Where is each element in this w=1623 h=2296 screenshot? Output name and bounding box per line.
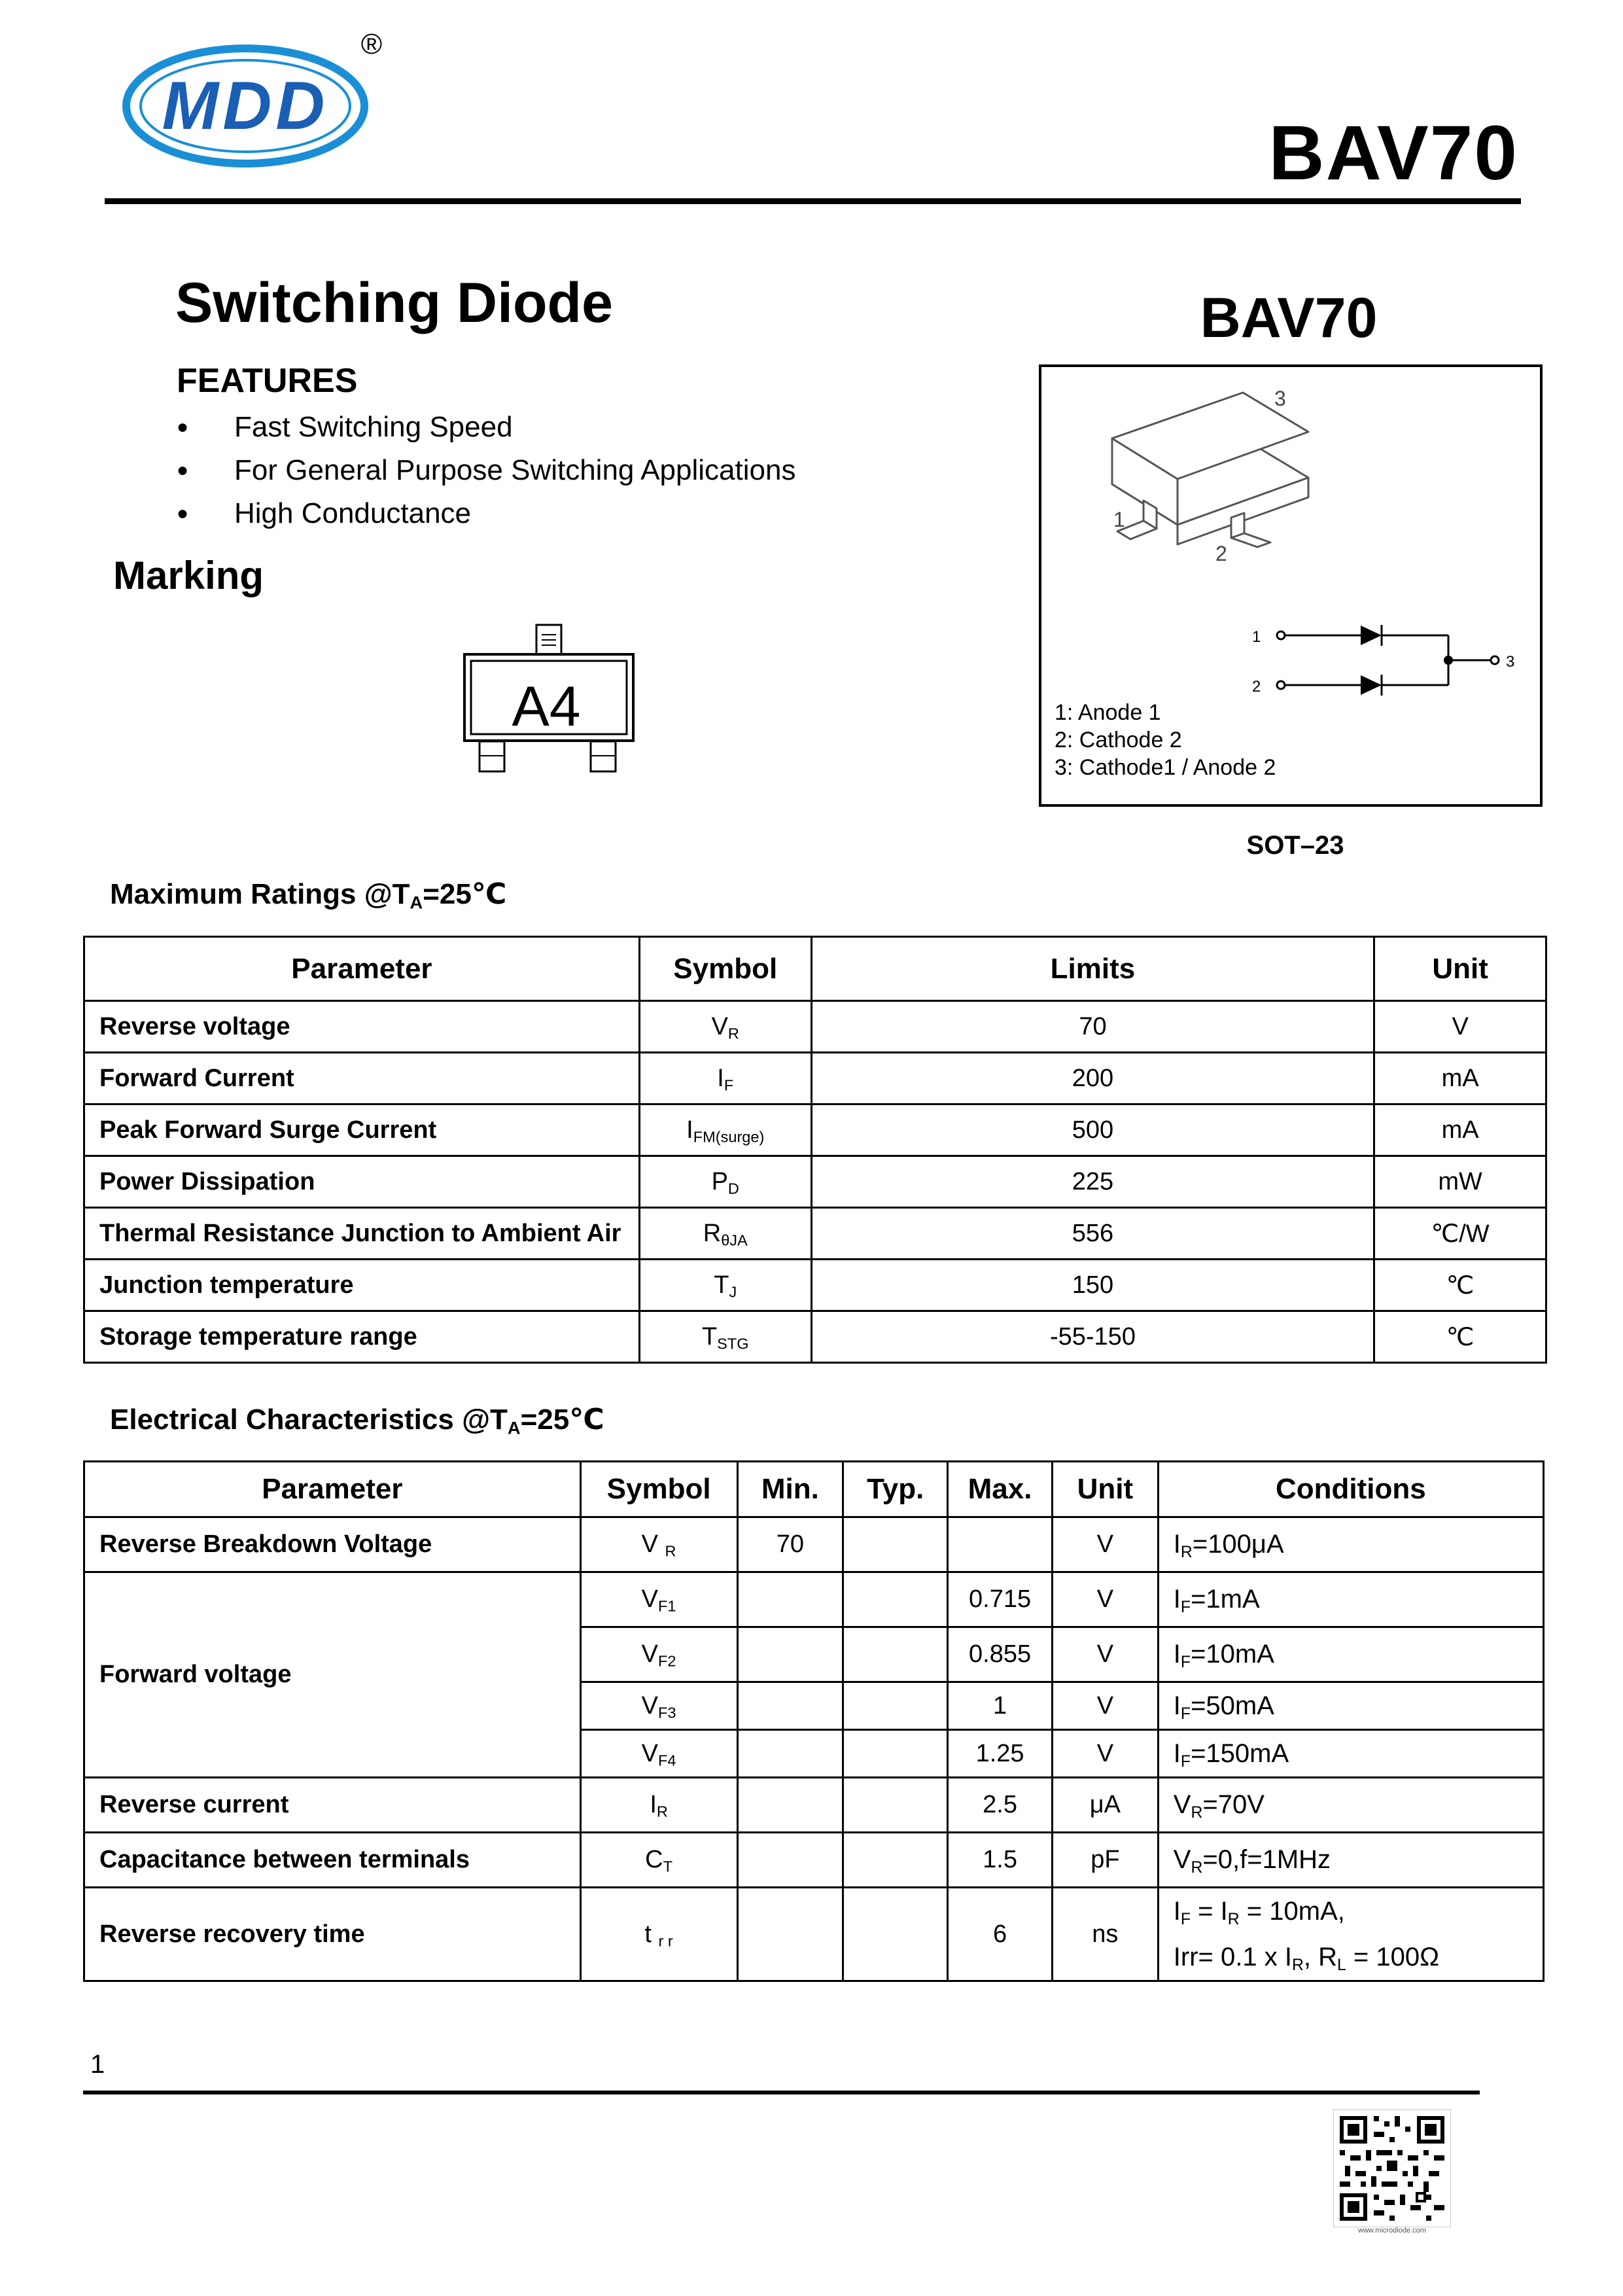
- table-row: [84, 1311, 1546, 1363]
- cell-symbol: $T_{STG}$: [639, 1311, 811, 1363]
- table-row: [84, 1572, 1544, 1627]
- table-row: [84, 1001, 1546, 1053]
- header-limits: Limits: [811, 937, 1374, 1001]
- diode-schematic: [1236, 612, 1518, 703]
- features-list: [177, 406, 795, 535]
- cell-typ: [843, 1627, 948, 1682]
- cell-unit: V: [1052, 1627, 1158, 1682]
- cell-limit: 225: [811, 1156, 1374, 1208]
- cell-symbol: $P_D$: [639, 1156, 811, 1208]
- cell-conditions: $I_F=1mA$: [1158, 1572, 1543, 1627]
- cell-max: [948, 1517, 1053, 1572]
- cell-parameter: Thermal Resistance Junction to Ambient Air: [84, 1208, 640, 1260]
- cell-parameter: Reverse Breakdown Voltage: [84, 1517, 581, 1572]
- cell-unit: ℃/W: [1374, 1208, 1546, 1260]
- cell-parameter: Power Dissipation: [84, 1156, 640, 1208]
- cell-symbol: $I_R$: [580, 1778, 737, 1833]
- table-row: [84, 1778, 1544, 1833]
- cell-conditions: $I_F=10mA$: [1158, 1627, 1543, 1682]
- cell-limit: 70: [811, 1001, 1374, 1053]
- cell-unit: ℃: [1374, 1260, 1546, 1311]
- cell-parameter: Forward voltage: [84, 1572, 581, 1778]
- header-min: Min.: [737, 1462, 843, 1517]
- cell-symbol: $T_J$: [639, 1260, 811, 1311]
- cell-min: [737, 1572, 843, 1627]
- cell-min: [737, 1730, 843, 1778]
- table-row: [84, 1156, 1546, 1208]
- cell-symbol: $V_{F2}$: [580, 1627, 737, 1682]
- cell-typ: [843, 1517, 948, 1572]
- header-unit: Unit: [1374, 937, 1546, 1001]
- cell-typ: [843, 1730, 948, 1778]
- cell-symbol: $I_F$: [639, 1053, 811, 1104]
- header-rule: [105, 198, 1521, 204]
- marking-heading: Marking: [113, 554, 264, 597]
- cell-max: 2.5: [948, 1778, 1053, 1833]
- cell-parameter: Storage temperature range: [84, 1311, 640, 1363]
- cell-limit: 500: [811, 1104, 1374, 1156]
- cell-conditions: $V_R=70V$: [1158, 1778, 1543, 1833]
- header-symbol: Symbol: [639, 937, 811, 1001]
- schematic-pin-1: 1: [1252, 628, 1261, 646]
- cell-limit: 150: [811, 1260, 1374, 1311]
- cell-limit: 556: [811, 1208, 1374, 1260]
- cell-typ: [843, 1682, 948, 1730]
- cell-symbol: t $_{r r}$: [580, 1888, 737, 1981]
- cell-unit: V: [1052, 1517, 1158, 1572]
- cell-symbol: $I_{FM(surge)}$: [639, 1104, 811, 1156]
- pin-description: 2: Cathode 2: [1055, 728, 1182, 752]
- cell-conditions: $V_R=0,f=1MHz$: [1158, 1833, 1543, 1888]
- cell-min: [737, 1833, 843, 1888]
- condition-line: $I_F = I_R = 10mA$,: [1173, 1897, 1345, 1928]
- cell-parameter: Reverse voltage: [84, 1001, 640, 1053]
- header-unit: Unit: [1052, 1462, 1158, 1517]
- cell-symbol: $V_{F1}$: [580, 1572, 737, 1627]
- qr-code-image: [1333, 2110, 1451, 2227]
- cell-conditions: $I_R=100\mu A$: [1158, 1517, 1543, 1572]
- pin-description-list: [1055, 699, 1276, 781]
- feature-item: ● High Conductance: [177, 492, 795, 535]
- header-typ: Typ.: [843, 1462, 948, 1517]
- cell-unit: ℃: [1374, 1311, 1546, 1363]
- cell-parameter: Reverse current: [84, 1778, 581, 1833]
- pin-description: 3: Cathode1 / Anode 2: [1055, 755, 1276, 780]
- cell-typ: [843, 1572, 948, 1627]
- product-title: Switching Diode: [175, 272, 613, 334]
- cell-unit: μA: [1052, 1778, 1158, 1833]
- table-row: [84, 1104, 1546, 1156]
- table-row: [84, 1833, 1544, 1888]
- drawing-pin-2: 2: [1215, 542, 1227, 565]
- feature-item: ● Fast Switching Speed: [177, 406, 795, 449]
- cell-parameter: Junction temperature: [84, 1260, 640, 1311]
- cell-typ: [843, 1888, 948, 1981]
- cell-limit: 200: [811, 1053, 1374, 1104]
- footer-rule: [83, 2091, 1480, 2094]
- mdd-logo: [118, 26, 393, 177]
- logo-text: MDD: [162, 68, 329, 144]
- cell-min: [737, 1627, 843, 1682]
- cell-unit: ns: [1052, 1888, 1158, 1981]
- cell-unit: V: [1374, 1001, 1546, 1053]
- cell-max: 0.855: [948, 1627, 1053, 1682]
- header-max: Max.: [948, 1462, 1053, 1517]
- cell-symbol: $V_{F3}$: [580, 1682, 737, 1730]
- table-row: [84, 1260, 1546, 1311]
- cell-typ: [843, 1778, 948, 1833]
- cell-max: 1: [948, 1682, 1053, 1730]
- cell-symbol: $R_{\theta JA}$: [639, 1208, 811, 1260]
- table-row: [84, 1517, 1544, 1572]
- cell-max: 0.715: [948, 1572, 1053, 1627]
- cell-parameter: Forward Current: [84, 1053, 640, 1104]
- cell-max: 6: [948, 1888, 1053, 1981]
- cell-symbol: $V_{F4}$: [580, 1730, 737, 1778]
- registered-mark: ®: [360, 28, 383, 60]
- header-parameter: Parameter: [84, 1462, 581, 1517]
- cell-min: [737, 1888, 843, 1981]
- cell-min: [737, 1682, 843, 1730]
- max-ratings-table: [83, 936, 1547, 1364]
- feature-item: ● For General Purpose Switching Applications: [177, 449, 795, 492]
- cell-symbol: $C_T$: [580, 1833, 737, 1888]
- drawing-pin-3: 3: [1274, 387, 1286, 410]
- cell-parameter: Capacitance between terminals: [84, 1833, 581, 1888]
- cell-unit: V: [1052, 1682, 1158, 1730]
- cell-unit: mW: [1374, 1156, 1546, 1208]
- table-row: [84, 1053, 1546, 1104]
- sot23-package-drawing: [1099, 386, 1341, 576]
- cell-unit: pF: [1052, 1833, 1158, 1888]
- header-conditions: Conditions: [1158, 1462, 1543, 1517]
- cell-conditions: $I_F=150mA$: [1158, 1730, 1543, 1778]
- cell-parameter: Reverse recovery time: [84, 1888, 581, 1981]
- cell-unit: mA: [1374, 1104, 1546, 1156]
- cell-typ: [843, 1833, 948, 1888]
- drawing-pin-1: 1: [1113, 508, 1125, 531]
- qr-url: www.microdiode.com: [1358, 2227, 1426, 2234]
- electrical-table: [83, 1460, 1544, 1982]
- schematic-pin-3: 3: [1506, 653, 1515, 671]
- cell-min: [737, 1778, 843, 1833]
- schematic-pin-2: 2: [1252, 678, 1261, 696]
- cell-max: 1.5: [948, 1833, 1053, 1888]
- cell-unit: mA: [1374, 1053, 1546, 1104]
- cell-limit: -55-150: [811, 1311, 1374, 1363]
- marking-code: A4: [512, 675, 581, 738]
- header-part-number: BAV70: [1268, 110, 1518, 196]
- page-number: 1: [90, 2050, 105, 2079]
- cell-parameter: Peak Forward Surge Current: [84, 1104, 640, 1156]
- table-row: [84, 1208, 1546, 1260]
- cell-symbol: V $_R$: [580, 1517, 737, 1572]
- table-header-row: [84, 1462, 1544, 1517]
- package-name: SOT–23: [1246, 831, 1344, 860]
- cell-conditions: $I_F=50mA$: [1158, 1682, 1543, 1730]
- cell-unit: V: [1052, 1730, 1158, 1778]
- header-symbol: Symbol: [580, 1462, 737, 1517]
- table-header-row: [84, 937, 1546, 1001]
- table-row: [84, 1888, 1544, 1981]
- package-title: BAV70: [1200, 287, 1378, 349]
- cell-conditions: [1158, 1888, 1543, 1981]
- cell-max: 1.25: [948, 1730, 1053, 1778]
- max-ratings-title: Maximum Ratings $@T_A=25℃$: [110, 878, 507, 913]
- cell-symbol: $V_R$: [639, 1001, 811, 1053]
- features-heading: FEATURES: [177, 362, 358, 400]
- cell-min: 70: [737, 1517, 843, 1572]
- pin-description: 1: Anode 1: [1055, 700, 1161, 725]
- condition-line: Irr= 0.1 x $I_R$, $R_L = 100\Omega$: [1173, 1943, 1440, 1974]
- header-parameter: Parameter: [84, 937, 640, 1001]
- cell-unit: V: [1052, 1572, 1158, 1627]
- electrical-title: Electrical Characteristics $@T_A=25℃$: [110, 1404, 604, 1438]
